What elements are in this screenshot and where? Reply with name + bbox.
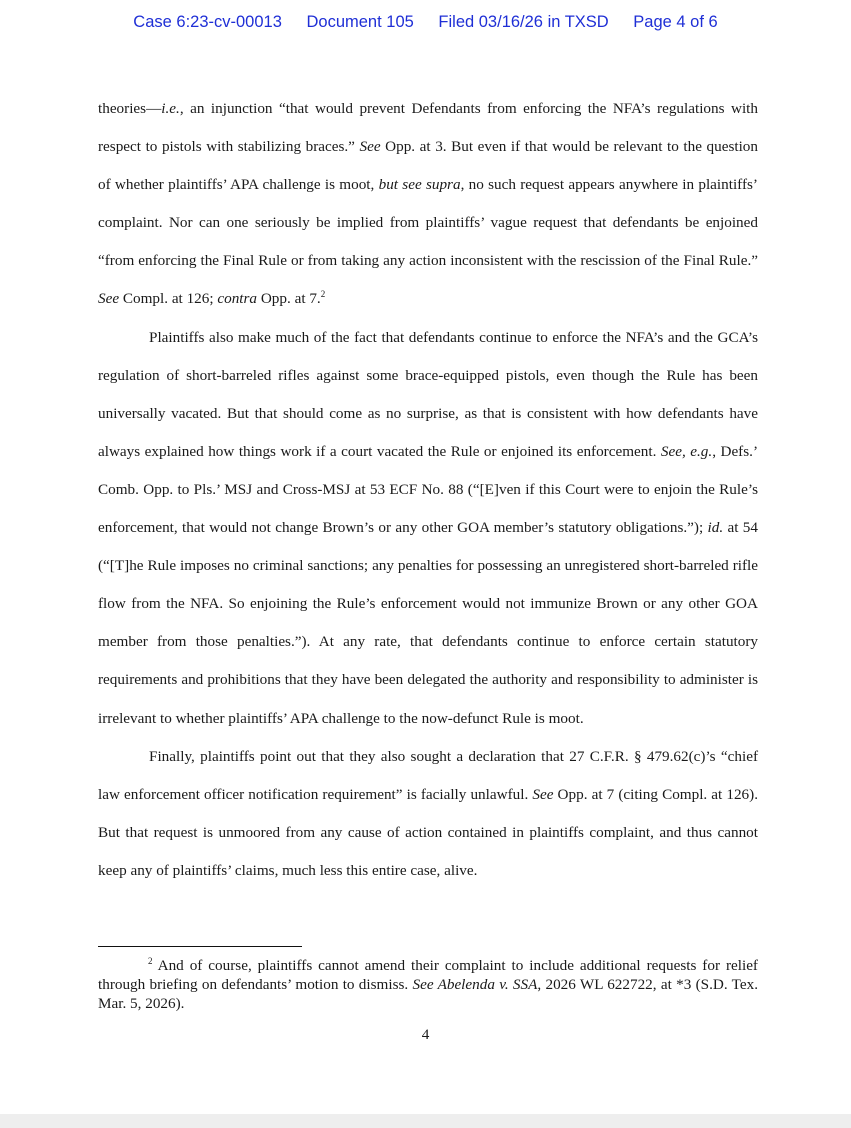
ecf-header [0, 13, 851, 32]
footnote-divider [98, 946, 302, 947]
case-number: Case 6:23-cv-00013 [133, 13, 282, 31]
paragraph-3: Finally, plaintiffs point out that they also sought a declaration that 27 C.F.R. § 479.62(c)’s “chief law enforcement officer notification requirement” is facially unlawful. See Opp. at 7 (citing Compl. at 126). But that request is unmoored from any cause of action contained in plaintiffs complaint, and thus cannot keep any of plaintiffs’ claims, much less this entire case, alive. [98, 747, 758, 879]
paragraph-2: Plaintiffs also make much of the fact that defendants continue to enforce the NFA’s and the GCA’s regulation of short-barreled rifles against some brace-equipped pistols, even though the Rule has been universally vacated. But that should come as no surprise, as that is consistent with how defendants have always explained how things work if a court vacated the Rule or enjoined its enforcement. See, e.g., Defs.’ Comb. Opp. to Pls.’ MSJ and Cross-MSJ at 53 ECF No. 88 (“[E]ven if this Court were to enjoin the Rule’s enforcement, that would not change Brown’s or any other GOA member’s statutory obligations.”); id. at 54 (“[T]he Rule imposes no criminal sanctions; any penalties for possessing an unregistered short-barreled rifle flow from the NFA. So enjoining the Rule’s enforcement would not immunize Brown or any other GOA member from those penalties.”). At any rate, that defendants continue to enforce certain statutory requirements and prohibitions that they have been delegated the authority and responsibility to administer is irrelevant to whether plaintiffs’ APA challenge to the now-defunct Rule is moot. [98, 328, 759, 727]
filed-date: Filed 03/16/26 in TXSD [438, 13, 609, 31]
page-indicator: Page 4 of 6 [633, 13, 718, 31]
document-body [98, 90, 758, 890]
paragraph-1: theories—i.e., an injunction “that would prevent Defendants from enforcing the NFA’s regulations with respect to pistols with stabilizing braces.” See Opp. at 3. But even if that would be relevant to the question of whether plaintiffs’ APA challenge is moot, but see supra, no such request appears anywhere in plaintiffs’ complaint. Nor can one seriously be implied from plaintiffs’ vague request that defendants be enjoined “from enforcing the Final Rule or from taking any action inconsistent with the rescission of the Final Rule.” See Compl. at 126; contra Opp. at 7.$^2$ [98, 100, 758, 308]
viewer-bottom-bar [0, 1114, 851, 1128]
footnote: $^2$ And of course, plaintiffs cannot amend their complaint to include additional requests for relief through briefing on defendants’ motion to dismiss. See Abelenda v. SSA, 2026 WL 622722, at *3 (S.D. Tex. Mar. 5, 2026). [98, 955, 759, 1012]
footnote-reference: 2 [320, 289, 326, 300]
document-number: Document 105 [306, 13, 414, 31]
footnote-number: 2 [148, 955, 153, 966]
page-number: 4 [421, 1026, 430, 1043]
